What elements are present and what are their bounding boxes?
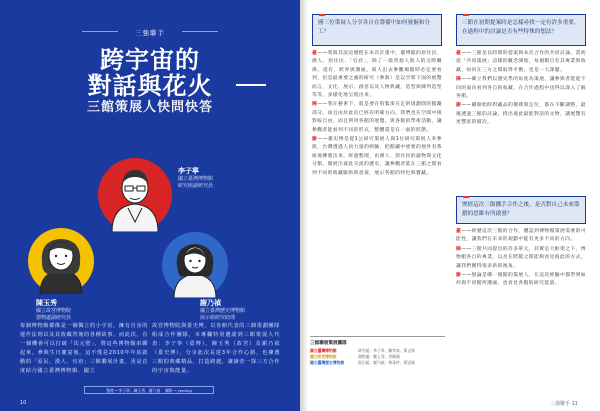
answer-text: 剛開始時對藏品的選擇與定位，都在不斷調整，最後透過三館的討論，找出彼此最能對話的文物，讓展覽有更豐富的層次。 [456, 103, 586, 126]
answer-text: 我與其説這歷程在本次計畫中，臺博館的原住民、漢人、原住民、「官府」，除了一般常規人與人的交際關係，還有，跨界與溝通。與人出去參觀場館時必定要看到，但是最重要之處的研究（參與）是以空間下面的展覽而言，文化、展示、創意以及人物典藏，造型與陳列造型等等，多樣化地呈現出來。 [312, 51, 442, 99]
answer-text: 三館共同提出的許多單元，其實是大框架之下，博物館各自的專業，以及在跨館之間能夠看見彼此的方式，讓我們獲得很多新的視角。 [456, 246, 586, 269]
question-box-3 [456, 196, 586, 224]
subtitle: 三館策展人快問快答 [86, 100, 213, 115]
answer-paragraph: 謝——無論是哪一個館的策展人，在這次經驗中都學到如何與不同館所溝通，也看見各館的研究能量。 [456, 273, 586, 287]
speaker-marker: 謝 [312, 137, 318, 143]
right-page [300, 0, 600, 411]
portrait-circle-blue [162, 232, 228, 298]
person-role-1a: 國立臺灣博物館 [178, 176, 214, 182]
page-number-left: 10 [20, 400, 27, 406]
legend-value: 研究組：李子寧、陳孝真、黃文婷 [358, 348, 415, 353]
answers-column-3 [456, 228, 586, 394]
question-3: 歷經這次三館攜手合作之後，是否對自己未來籌劃的思維有所啟發？ [462, 202, 580, 217]
title-line2: 對話與花火 [87, 71, 213, 100]
question-1: 國三位策展人分享各自在籌備中如何發掘和分工？ [318, 20, 430, 35]
intro-column-2: 故宮博物院與臺史博，以各館代表的三個策劃團隊組成合作團隊，本專欄特別邀請到三館策展人代表：李子寧（臺博）、陳玉秀（故宮）及謝乃禎（臺史博），分享此次長達3年合作心路，也揀選三館的典藏精品，打造跨越，讓讀者一探三方合作的宇宙與能量。 [152, 323, 280, 374]
speaker-marker: 謝 [456, 273, 462, 279]
speaker-marker: 陳 [456, 246, 462, 252]
portrait-illustration-2 [28, 228, 94, 294]
speaker-marker: 謝 [456, 103, 462, 109]
speaker-marker: 陳 [312, 102, 318, 108]
legend-label: 國立臺灣博物館 [310, 348, 337, 353]
answer-text: 確立我們以歷史學的角度為策展，讓參與者能從不同的面向看到各自的收藏，在合作過程中也得以深入了解各館。 [456, 77, 586, 100]
speaker-marker: 臺 [312, 51, 318, 56]
team-legend [310, 336, 445, 366]
answer-text: 我在藝術下，就是要在很緊湊在定的規劃間的館藏部分。而且由於此次已經有明確方向，我們也在空間中相對較自由，而且利用各館的展覽，與各館的學術活動，讓參觀者能看到不同的形式，整體還是在一面的狀態。 [312, 102, 442, 133]
person-role-2a: 國立故宮博物院 [36, 308, 72, 314]
answer-paragraph: 謝——剛開始時對藏品的選擇與定位，都在不斷調整，最後透過三館的討論，找出彼此最能對話的文物，讓展覽有更豐富的層次。 [456, 103, 586, 126]
portrait-circle-yellow [28, 228, 94, 294]
person-name-3: 謝乃禎 [200, 299, 221, 307]
person-name-1: 李子寧 [178, 167, 199, 175]
legend-row [310, 360, 445, 366]
person-role-1b: 研究組副研究員 [178, 183, 214, 189]
intro-column-1: 每個博物館都像是一個獨立的小宇宙，擁有自身的運作法則以及其收藏背後的各種故事。而此次，有一個機會可以打破「次元壁」，將這些博物館串聯起來。參與生日慶宴後，這不僅是2010年年底啟動的「原民、漢人、官府」三館聯展計畫，更是首度結合國立臺灣博物館、國立 [20, 323, 148, 374]
answer-text: 臺史博是從1公研究策展人與1位研究策展人來參與，台灣透過人員力量的經驗，把館藏中重要的展件有系統地傳遞出來，經過整理，由漢人、原住民的器物與文化分類，開展出彼此交流的歷史，讓參觀者能在三館之間看到不同的收藏脈絡與意義，展示各館的特色與寶藏。 [312, 137, 443, 176]
question-box-accent [319, 14, 325, 16]
answer-paragraph: 謝——臺史博是從1公研究策展人與1位研究策展人來參與，台灣透過人員力量的經驗，把館藏中重要的展件有系統地傳遞出來，經過整理，由漢人、原住民的器物與文化分類，開展出彼此交流的歷史，讓參觀者能在三館之間看到不同的收藏脈絡與意義，展示各館的特色與寶藏。 [312, 137, 443, 176]
question-box-accent [463, 14, 469, 16]
answer-paragraph: 臺——經歷這次三館的合作，體認到博物館策展需要的可能性，讓我們在未來的規劃中能有更多不同的方向。 [456, 229, 586, 243]
answers-column-1 [312, 50, 442, 332]
tag-rule-right [182, 31, 218, 32]
title-dash [236, 84, 266, 86]
answer-paragraph: 陳——三館共同提出的許多單元，其實是大框架之下，博物館各自的專業，以及在跨館之間能夠看見彼此的方式，讓我們獲得很多新的視角。 [456, 246, 586, 269]
question-box-accent [463, 196, 469, 198]
answer-paragraph: 臺——我與其説這歷程在本次計畫中，臺博館的原住民、漢人、原住民、「官府」，除了一般常規人與人的交際關係，還有，跨界與溝通。與人出去參觀場館時必定要看到，但是最重要之處的研究（參與）是以空間下面的展覽而言，文化、展示、創意以及人物典藏，造型與陳列造型等等，多樣化地呈現出來。 [312, 51, 442, 99]
portrait-illustration-3 [162, 232, 228, 298]
portrait-illustration-1 [98, 158, 172, 232]
page-number-right: 三強聯手 11 [550, 401, 578, 407]
answers-column-2 [456, 50, 586, 190]
answer-text: 三館是長時間的提案與本次合作的共同討論，當初從「共同策展」這樣的概念開始，每個館自有其專業與收藏，如何在三方之間取得平衡，也是一大課題。 [456, 51, 586, 73]
person-role-3a: 國立臺灣歷史博物館 [200, 308, 246, 314]
answer-text: 經歷這次三館的合作，體認到博物館策展需要的可能性，讓我們在未來的規劃中能有更多不同的方向。 [456, 229, 586, 243]
answer-text: 無論是哪一個館的策展人，在這次經驗中都學到如何與不同館所溝通，也看見各館的研究能量。 [456, 273, 586, 287]
legend-title: 三館聯展策展團隊 [310, 341, 347, 346]
question-2: 三館在初期提案時是怎樣尋找一定有許多重要、在過程中的討論是否有些特殊的想法？ [462, 20, 580, 35]
portrait-circle-red [98, 158, 172, 232]
answer-paragraph: 陳——我在藝術下，就是要在很緊湊在定的規劃間的館藏部分。而且由於此次已經有明確方向，我們也在空間中相對較自由，而且利用各館的展覽，與各館的學術活動，讓參觀者能看到不同的形式，整體還是在一面的狀態。 [312, 102, 442, 133]
legend-label: 國立臺灣歷史博物館 [310, 360, 345, 365]
page-gutter [300, 0, 308, 411]
speaker-marker: 陳 [456, 77, 462, 83]
tag-rule-left [82, 31, 118, 32]
answer-paragraph: 陳——確立我們以歷史學的角度為策展，讓參與者能從不同的面向看到各自的收藏，在合作過程中也得以深入了解各館。 [456, 77, 586, 100]
speaker-marker: 臺 [456, 229, 462, 234]
person-role-2b: 器物處副研究員 [36, 315, 72, 321]
question-box-1 [312, 14, 442, 46]
legend-label: 國立故宮博物院 [310, 354, 337, 359]
question-box-2 [456, 14, 586, 46]
speaker-marker: 臺 [456, 51, 462, 56]
section-tag: 三強聯手 [135, 29, 165, 37]
photo-credit: 整理 • 李子寧、陳玉秀、謝乃禎 攝影 • yenting [84, 386, 214, 394]
person-role-3b: 展示組研究助理 [200, 315, 236, 321]
legend-value: 展示組：謝乃禎、林韋伶、黃冠瑜 [358, 360, 415, 365]
legend-value: 器物處：陳玉秀、余佩瑾 [358, 354, 400, 359]
person-name-2: 陳玉秀 [36, 299, 57, 307]
answer-paragraph: 臺——三館是長時間的提案與本次合作的共同討論，當初從「共同策展」這樣的概念開始，每個館自有其專業與收藏，如何在三方之間取得平衡，也是一大課題。 [456, 51, 586, 73]
title-line1: 跨宇宙的 [100, 45, 200, 74]
